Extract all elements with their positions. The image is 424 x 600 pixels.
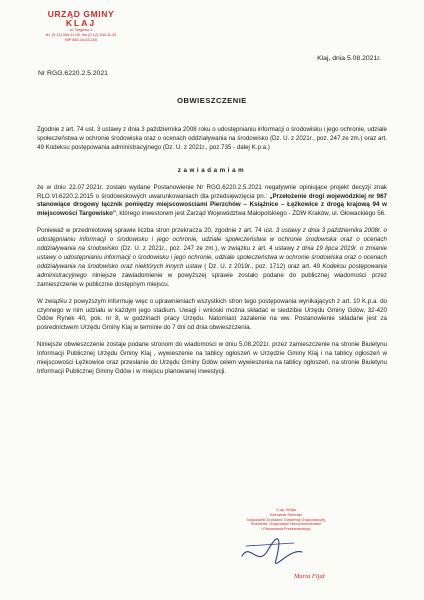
act-title-2: z dnia 19 lipca 2019r. o zmianie ustawy o udostępnianiu informacji o środowisku i jego ochronie, udziale społeczeństwa w ochronie środowiska oraz o ocenach oddziaływania na środowisko oraz niektórych innych ustaw [37,245,388,270]
decision-investor: , którego inwestorem jest Zarząd Województwa Małopolskiego - ZDW Kraków, ul. Głowackiego 56. [115,210,386,218]
document-title: OBWIESZCZENIE [177,96,247,105]
code-title: Kodeksu postępowania administracyjnego [37,262,387,279]
signature-stamp-line: Gospodarki Gruntami, Ewidencji Gospodarczej, [246,517,326,522]
signature-stamp-line: Z-up. Wójta [276,508,296,512]
publication-paragraph: Niniejsze obwieszczenie zostaje podane stronom do wiadomości w dniu 5.08.2021r. przez zamieszczenie na stronie Biuletynu Informacji Publicznej Urzędu Gminy Klaj , wywieszenie na tablicy ogłoszeń w Urzędzie Gminy Klaj i na tablicy ogłoszeń w miejscowości Łężkowice oraz przesłanie do Urzędu Gminy Gdów celem wywieszenia na tablicy ogłoszeń, na stronie Biuletynu Informacji Publicznej Gminy Gdów i w miejscu planowanej inwestycji. [37,341,387,375]
stamp-phone: tel. (0-12) 284-11-00, fax (0-12) 284-11-33 [45,33,117,37]
stamp-nip: NIP 683-16-53-165 [64,38,98,42]
decision-paragraph [37,184,387,220]
project-name: „Przełożenie drogi wojewódzkiej nr 967 stanowiące drogowy łącznik pomiędzy miejscowościami Pierzchów – Książnice – Łężkowice z drogą krajową 94 w miejscowości Targowisko” [37,192,387,218]
parties-text: Ponieważ w przedmiotowej sprawie liczba stron przekracza 20, zgodnie z art. 74 ust. [37,227,276,235]
signature-stamp-line: Rolnictwa, Gospodarki Nieruchomościami [250,522,322,527]
rights-paragraph: W związku z powyższym informuję więc o uprawnieniach wszystkich stron tego postępowania wynikających z art. 10 K.p.a. do czynnego w nim udziału w każdym jego stadium. Uwagi i wnioski można składać w siedzibie Urzędu Gminy Gdów, 32-420 Gdów Rynek 40, pok. nr 8, w godzinach pracy Urzędu. Natomiast zażalenie na ww. Postanowienie składane jest za pośrednictwem Urzędu Gminy Klaj w terminie do 7 dni od dnia obwieszczenia. [37,297,387,332]
signatory-name: Marta Fijał [294,573,325,580]
parties-text: (Dz. U. z 2021r., poz. 247 ze zm.), w związku z art. 4 ustawy [118,245,297,253]
handwritten-signature [236,522,341,582]
place-date: Klaj, dnia 5.08.2021r. [317,55,381,62]
legal-basis-paragraph: Zgodnie z art. 74 ust. 3 ustawy z dnia 3 października 2008 roku o udostępnianiu informacji o środowisku i jego ochronie, udziale społeczeństwa w ochronie środowiska oraz o ocenach oddziaływania na środowisko (Dz. U. z 2021r., poz. 247 ze zm.) oraz art. 49 Kodeksu postępowania administracyjnego (Dz. U. z 2021r., poz.735 - dalej K.p.a.) [37,126,387,151]
act-title-1: 3 ustawy z dnia 3 października 2008r. o udostępnianiu informacji o środowisku i jego ochronie, udziale społeczeństwa w ochronie środowiska oraz o ocenach oddziaływania na środowisko [37,227,388,253]
stamp-office-name: URZĄD GMINY [47,9,115,19]
parties-paragraph [37,227,387,289]
decision-intro: że w dniu 22.07.2021r. zostało wydane Postanowienie Nr RGG.6220.2.5.2021 negatywnie opiniujące projekt decyzji znak RLO.VI.6220.2.2015 o środowiskowych uwarunkowaniach dla przedsięwzięcia pn.: [37,183,387,200]
reference-number: Nr RGG.6220.2.5.2021 [38,70,108,77]
document-body [37,126,387,377]
parties-text: niniejsze zawiadomienie w powyższej sprawie zostało podane do publicznej wiadomości przez zamieszczenie w publicznie dostępnym miejscu. [37,271,387,288]
signature-stamp-line: i Planowania Przestrzennego [261,527,311,532]
office-stamp [40,10,122,43]
announcement-heading: zawiadamiam [177,166,247,174]
stamp-office-town: KLAJ [65,18,97,28]
parties-text: ( Dz. U. z 2019r., poz. 1712) oraz art. 49 [201,262,323,270]
stamp-address: ul. Targowa 1 [69,28,93,32]
signature-stamp-line: Kierownik Referatu [269,512,303,517]
